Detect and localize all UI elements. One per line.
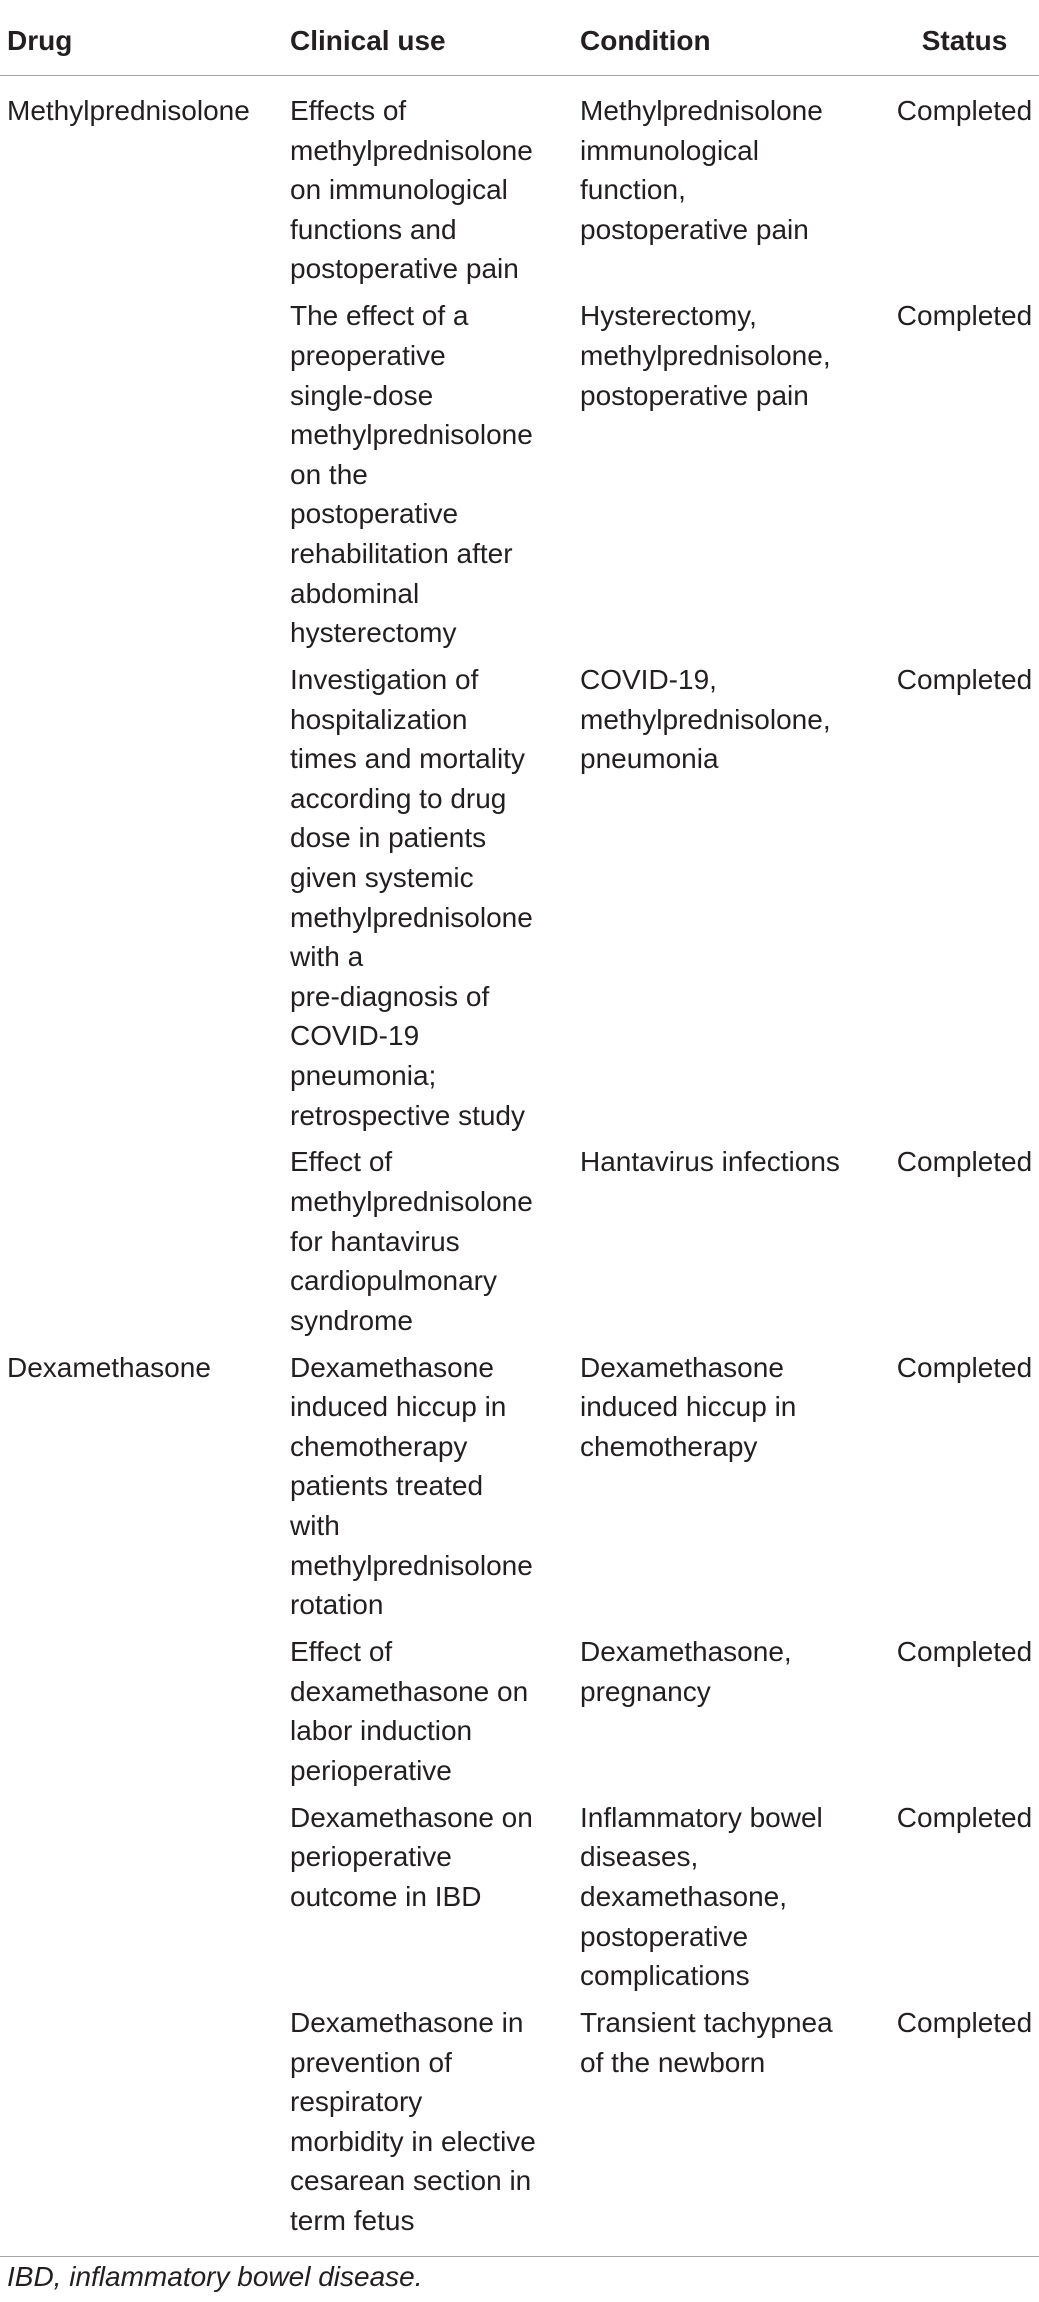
status-cell: Completed	[896, 1146, 1033, 1178]
condition-cell: Hantavirus infections	[580, 1146, 840, 1178]
status-cell: Completed	[896, 1636, 1033, 1668]
condition-cell: COVID-19, methylprednisolone, pneumonia	[580, 663, 831, 775]
header-condition: Condition	[580, 0, 890, 75]
condition-cell: Hysterectomy, methylprednisolone, postoperative pain	[580, 300, 831, 411]
clinical-use-cell: Effect of methylprednisolone for hantavirus cardiopulmonary syndrome	[290, 1146, 533, 1336]
condition-cell: Methylprednisolone immunological function, postoperative pain	[580, 95, 823, 245]
status-cell: Completed	[896, 300, 1033, 332]
clinical-use-cell: Investigation of hospitalization times and mortality according to drug dose in patients given systemic methylprednisolone with a pre-diagnosis of COVID-19 pneumonia; retrospective study	[290, 663, 533, 1131]
header-clinical-use: Clinical use	[290, 0, 580, 75]
status-cell: Completed	[896, 2006, 1033, 2038]
clinical-use-cell: Effect of dexamethasone on labor induction perioperative	[290, 1636, 529, 1786]
clinical-use-cell: Dexamethasone on perioperative outcome in IBD	[290, 1801, 533, 1912]
condition-cell: Dexamethasone, pregnancy	[580, 1636, 792, 1707]
clinical-use-cell: Effects of methylprednisolone on immunological functions and postoperative pain	[290, 95, 533, 285]
condition-cell: Inflammatory bowel diseases, dexamethasone, postoperative complications	[580, 1801, 823, 1992]
condition-cell: Transient tachypnea of the newborn	[580, 2006, 833, 2078]
status-cell: Completed	[896, 1351, 1033, 1383]
clinical-use-cell: Dexamethasone induced hiccup in chemotherapy patients treated with methylprednisolone rotation	[290, 1351, 533, 1621]
clinical-use-cell: Dexamethasone in prevention of respiratory morbidity in elective cesarean section in term fetus	[290, 2006, 536, 2236]
header-row	[0, 0, 1039, 75]
table-row	[0, 75, 1039, 293]
status-cell: Completed	[896, 1801, 1033, 1833]
status-cell: Completed	[896, 95, 1033, 127]
table-row	[0, 1344, 1039, 1628]
header-status: Status	[890, 0, 1039, 75]
condition-cell: Dexamethasone induced hiccup in chemotherapy	[580, 1351, 797, 1462]
clinical-use-cell: The effect of a preoperative single-dose methylprednisolone on the postoperative rehabilitation after abdominal hysterectomy	[290, 300, 533, 649]
status-cell: Completed	[896, 663, 1033, 695]
table-footnote: IBD, inflammatory bowel disease.	[7, 2260, 423, 2292]
drug-cell: Dexamethasone	[7, 1351, 211, 1383]
drug-cell: Methylprednisolone	[7, 95, 250, 127]
header-drug: Drug	[0, 0, 290, 75]
